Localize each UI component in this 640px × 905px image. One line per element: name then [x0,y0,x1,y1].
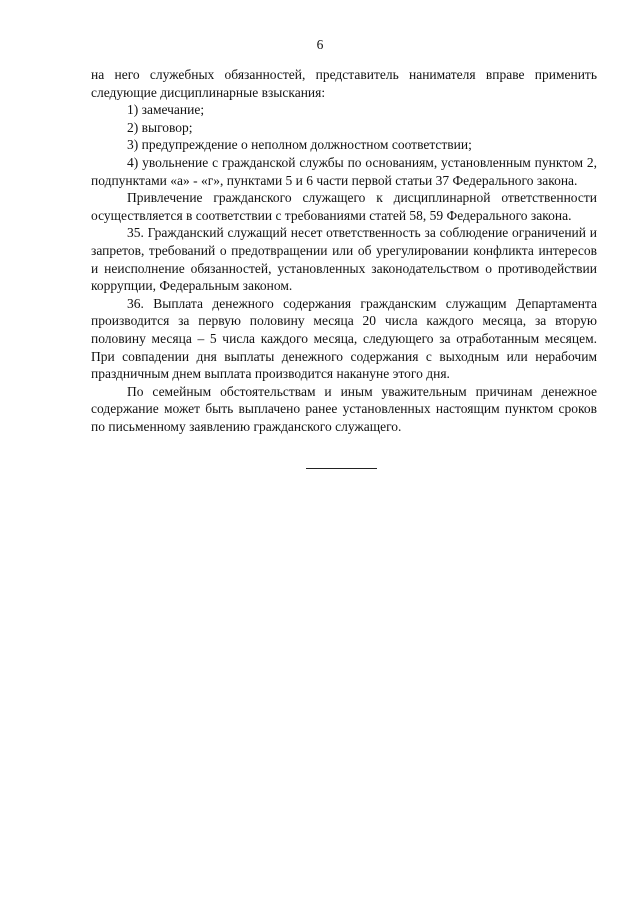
end-separator-line [306,468,377,469]
paragraph-disciplinary-procedure: Привлечение гражданского служащего к дисциплинарной ответственности осуществляется в соответствии с требованиями статей 58, 59 Федерального закона. [91,190,597,223]
paragraph-36-continuation: По семейным обстоятельствам и иным уважительным причинам денежное содержание может быть выплачено ранее установленных настоящим пунктом сроков по письменному заявлению гражданского служащего. [91,383,597,434]
document-body [91,66,597,435]
paragraph-continuation: на него служебных обязанностей, представитель нанимателя вправе применить следующие дисциплинарные взыскания: [91,67,597,100]
paragraph-35: 35. Гражданский служащий несет ответственность за соблюдение ограничений и запретов, требований о предотвращении или об урегулировании конфликта интересов и неисполнение обязанностей, установленных законодательством о противодействии коррупции, Федеральным законом. [91,225,597,294]
list-item-reprimand-remark: 1) замечание; [127,102,205,118]
list-item-dismissal: 4) увольнение с гражданской службы по основаниям, установленным пунктом 2, подпунктами «а» - «г», пунктами 5 и 6 части первой статьи 37 Федерального закона. [91,154,597,188]
list-item-reprimand: 2) выговор; [127,119,193,135]
page-number: 6 [316,37,324,52]
list-item-warning: 3) предупреждение о неполном должностном соответствии; [127,137,472,153]
paragraph-36: 36. Выплата денежного содержания гражданским служащим Департамента производится за первую половину месяца 20 числа каждого месяца, за вторую половину месяца – 5 числа каждого месяца, следующего за отработанным месяцем. При совпадении дня выплаты денежного содержания с выходным или нерабочим праздничным днем выплата производится накануне этого дня. [91,295,597,382]
